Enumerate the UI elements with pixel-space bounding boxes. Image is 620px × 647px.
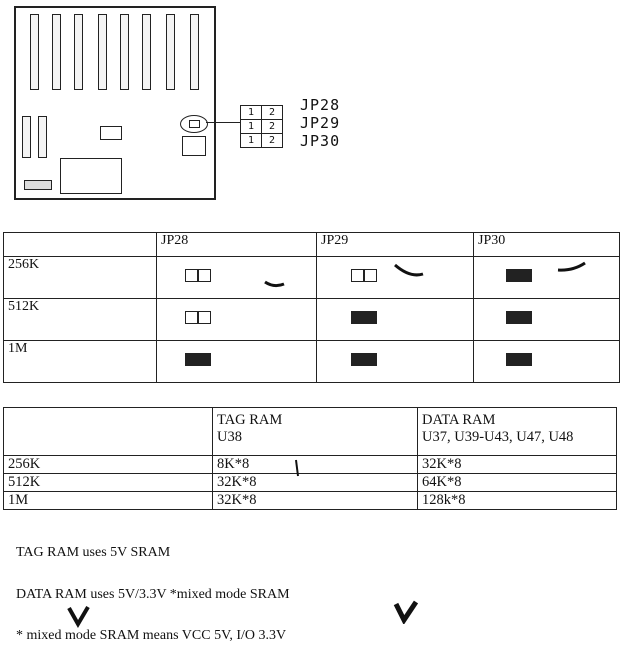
size-cell: 256K <box>4 456 213 474</box>
jumper-cell <box>474 341 620 383</box>
simm-slot <box>22 116 31 158</box>
isa-slot <box>74 14 83 90</box>
jumper-open-icon <box>351 269 377 282</box>
isa-slot <box>166 14 175 90</box>
data-cell: 32K*8 <box>418 456 617 474</box>
jp28-label: JP28 <box>300 96 341 114</box>
jumper-open-icon <box>185 311 211 324</box>
jumper-pin-row <box>241 134 283 148</box>
note-mixed-mode: * mixed mode SRAM means VCC 5V, I/O 3.3V <box>16 628 287 643</box>
jumper-pin-row <box>241 120 283 134</box>
isa-slot <box>142 14 151 90</box>
data-ram-parts: U37, U39-U43, U47, U48 <box>422 429 574 445</box>
jumper-closed-icon <box>185 353 211 366</box>
pin-2: 2 <box>262 106 283 120</box>
handwritten-checkmark <box>66 604 92 628</box>
header-cell: JP30 <box>474 233 620 257</box>
connector <box>24 180 52 190</box>
leader-line <box>206 122 240 123</box>
jumper-cell <box>317 299 474 341</box>
size-cell: 1M <box>4 492 213 510</box>
jumper-cell <box>474 257 620 299</box>
simm-slot <box>38 116 47 158</box>
tag-cell: 8K*8 <box>213 456 418 474</box>
data-cell: 128k*8 <box>418 492 617 510</box>
handwritten-mark <box>555 260 589 274</box>
table-row <box>4 257 620 299</box>
header-cell: JP29 <box>317 233 474 257</box>
tag-cell: 32K*8 <box>213 492 418 510</box>
tag-ram-header <box>213 408 418 456</box>
jumper-open-icon <box>185 269 211 282</box>
data-ram-title: DATA RAM <box>422 412 496 428</box>
isa-slot <box>98 14 107 90</box>
jumper-block-icon <box>189 120 200 128</box>
isa-slot <box>190 14 199 90</box>
data-ram-header <box>418 408 617 456</box>
size-cell: 512K <box>4 474 213 492</box>
tag-cell: 32K*8 <box>213 474 418 492</box>
handwritten-mark <box>292 458 304 480</box>
size-cell: 256K <box>4 257 157 299</box>
tag-ram-part: U38 <box>217 429 242 445</box>
jumper-closed-icon <box>506 353 532 366</box>
chip <box>182 136 206 156</box>
header-cell: JP28 <box>157 233 317 257</box>
jumper-closed-icon <box>351 311 377 324</box>
jumper-cell <box>157 257 317 299</box>
jumper-cell <box>157 341 317 383</box>
jumper-closed-icon <box>351 353 377 366</box>
note-tag-ram: TAG RAM uses 5V SRAM <box>16 545 171 560</box>
table-row <box>4 492 617 510</box>
table-row <box>4 456 617 474</box>
isa-slot <box>30 14 39 90</box>
chip <box>100 126 122 140</box>
pin-2: 2 <box>262 120 283 134</box>
jumper-cell <box>317 341 474 383</box>
pin-1: 1 <box>241 120 262 134</box>
jumper-cell <box>474 299 620 341</box>
jumper-closed-icon <box>506 311 532 324</box>
jumper-settings-table <box>3 232 620 383</box>
handwritten-mark <box>392 262 426 280</box>
jp30-label: JP30 <box>300 132 341 150</box>
tag-ram-title: TAG RAM <box>217 412 283 428</box>
isa-slot <box>120 14 129 90</box>
jumper-pin-diagram <box>240 105 283 148</box>
size-cell: 512K <box>4 299 157 341</box>
header-cell <box>4 233 157 257</box>
ram-config-table <box>3 407 617 510</box>
table-row <box>4 299 620 341</box>
size-cell: 1M <box>4 341 157 383</box>
jumper-closed-icon <box>506 269 532 282</box>
pin-1: 1 <box>241 134 262 148</box>
data-cell: 64K*8 <box>418 474 617 492</box>
table-header-row <box>4 233 620 257</box>
pin-2: 2 <box>262 134 283 148</box>
table-header-row <box>4 408 617 456</box>
jumper-pin-row <box>241 106 283 120</box>
isa-slot <box>52 14 61 90</box>
motherboard-diagram <box>14 6 216 200</box>
table-row <box>4 474 617 492</box>
jumper-cell <box>157 299 317 341</box>
handwritten-checkmark <box>392 598 420 624</box>
header-cell <box>4 408 213 456</box>
cpu-socket <box>60 158 122 194</box>
table-row <box>4 341 620 383</box>
pin-1: 1 <box>241 106 262 120</box>
handwritten-mark <box>262 276 288 290</box>
note-data-ram: DATA RAM uses 5V/3.3V *mixed mode SRAM <box>16 587 290 602</box>
jp29-label: JP29 <box>300 114 341 132</box>
